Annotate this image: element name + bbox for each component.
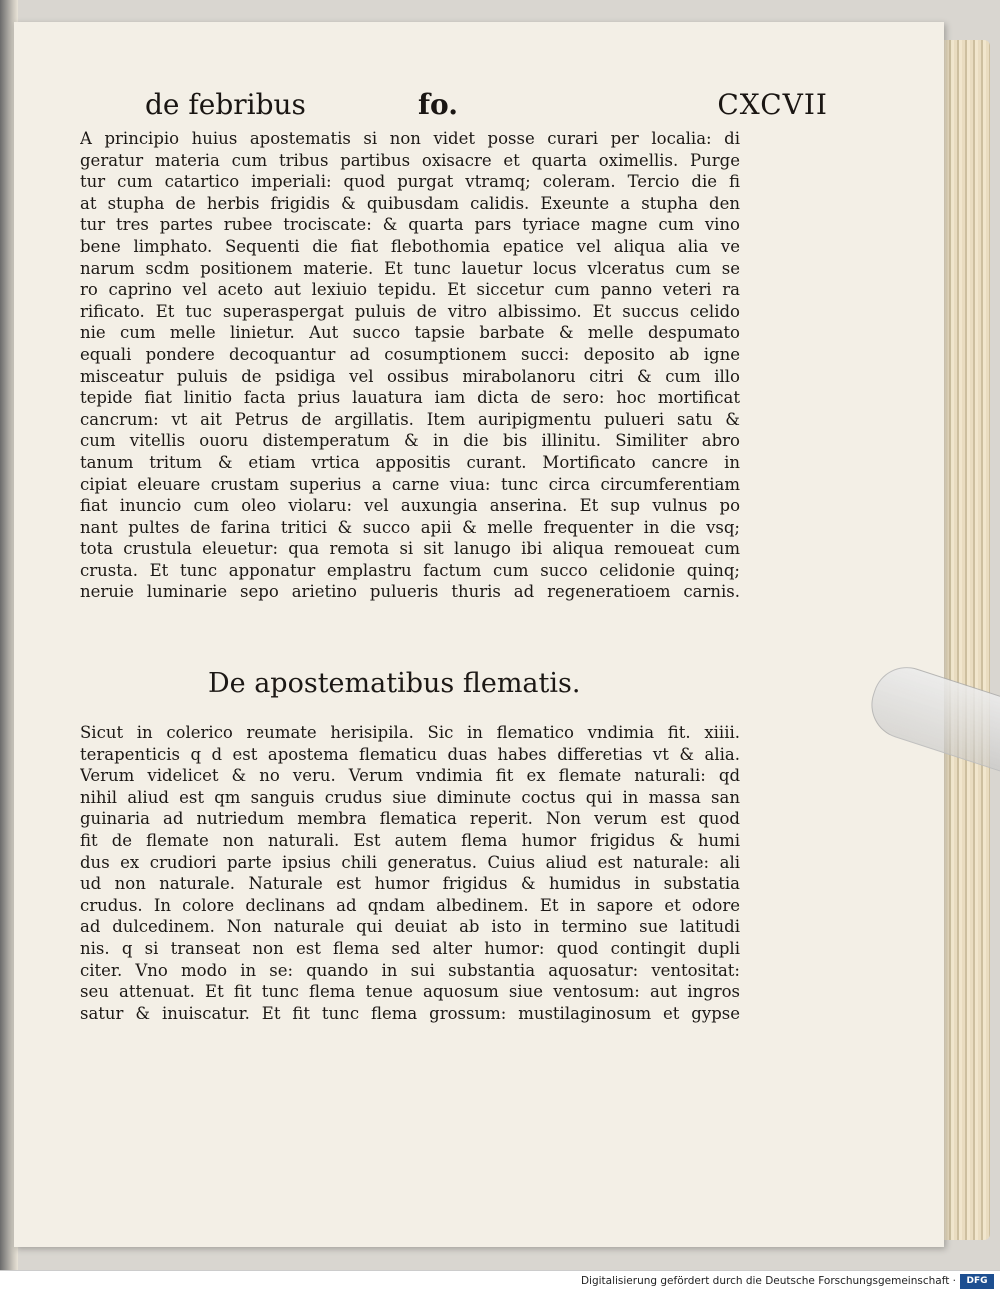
text-line: ud non naturale. Naturale est humor frigidus & humidus in substatia (80, 874, 740, 894)
text-line: crudus. In colore declinans ad qndam albedinem. Et in sapore et odore (80, 895, 740, 915)
text-line: ad dulcedinem. Non naturale qui deuiat ab isto in termino sue latitudi (80, 917, 740, 937)
text-line: bene limphato. Sequenti die fiat flebothomia epatice vel aliqua alia ve (80, 236, 740, 256)
text-line: nie cum melle linietur. Aut succo tapsie barbate & melle despumato (80, 323, 740, 343)
running-head-fo: fo. (418, 88, 458, 121)
text-line: Verum videlicet & no veru. Verum vndimia fit ex flemate naturali: qd (80, 766, 740, 786)
text-line: tanum tritum & etiam vrtica appositis curant. Mortificato cancre in (80, 452, 740, 472)
text-line: satur & inuiscatur. Et fit tunc flema grossum: mustilaginosum et gypse (80, 1003, 740, 1023)
text-line: at stupha de herbis frigidis & quibusdam calidis. Exeunte a stupha den (80, 193, 740, 213)
text-line: seu attenuat. Et fit tunc flema tenue aquosum siue ventosum: aut ingros (80, 982, 740, 1002)
text-line: Sicut in colerico reumate herisipila. Sic in flematico vndimia fit. xiiii. (80, 723, 740, 742)
text-line: narum scdm positionem materie. Et tunc lauetur locus vlceratus cum se (80, 258, 740, 278)
text-line: terapenticis q d est apostema flematicu duas habes differetias vt & alia. (80, 744, 740, 764)
text-line: nihil aliud est qm sanguis crudus siue diminute coctus qui in massa san (80, 787, 740, 807)
text-line: fiat inuncio cum oleo violaru: vel auxungia anserina. Et sup vulnus po (80, 496, 740, 516)
section-heading: De apostematibus flematis. (208, 668, 581, 699)
text-line: cum vitellis ouoru distemperatum & in die bis illinitu. Similiter abro (80, 431, 740, 451)
body-text-section-1 (80, 128, 740, 603)
text-line: neruie luminarie sepo arietino pulueris thuris ad regeneratioem carnis. (80, 582, 740, 602)
text-line: citer. Vno modo in se: quando in sui substantia aquosatur: ventositat: (80, 960, 740, 980)
text-line: misceatur puluis de psidiga vel ossibus mirabolanoru citri & cum illo (80, 366, 740, 386)
text-line: tur tres partes rubee trociscate: & quarta pars tyriace magne cum vino (80, 215, 740, 235)
body-text-section-2 (80, 722, 740, 1024)
text-line: nant pultes de farina tritici & succo apii & melle frequenter in die vsq; (80, 517, 740, 537)
text-line: geratur materia cum tribus partibus oxisacre et quarta oximellis. Purge (80, 150, 740, 170)
text-line: A principio huius apostematis si non videt posse curari per localia: di (80, 129, 740, 148)
running-head (145, 88, 828, 128)
text-line: nis. q si transeat non est flema sed alter humor: quod contingit dupli (80, 938, 740, 958)
text-line: ro caprino vel aceto aut lexiuio tepidu. Et siccetur cum panno veteri ra (80, 280, 740, 300)
text-line: cancrum: vt ait Petrus de argillatis. Item auripigmentu pulueri satu & (80, 409, 740, 429)
text-line: dus ex crudiori parte ipsius chili generatus. Cuius aliud est naturale: ali (80, 852, 740, 872)
folio-number: CXCVII (717, 88, 828, 121)
text-line: crusta. Et tunc apponatur emplastru factum cum succo celidonie quinq; (80, 560, 740, 580)
text-line: equali pondere decoquantur ad cosumptionem succi: deposito ab igne (80, 344, 740, 364)
running-head-title: de febribus (145, 88, 306, 121)
dfg-logo: DFG (960, 1274, 994, 1289)
text-line: guinaria ad nutriedum membra flematica reperit. Non verum est quod (80, 809, 740, 829)
text-line: cipiat eleuare crustam superius a carne viua: tunc circa circumferentiam (80, 474, 740, 494)
text-line: fit de flemate non naturali. Est autem flema humor frigidus & humi (80, 830, 740, 850)
footer-credit: Digitalisierung gefördert durch die Deutsche Forschungsgemeinschaft · (580, 1275, 956, 1287)
text-line: rificato. Et tuc superaspergat puluis de vitro albissimo. Et succus celido (80, 301, 740, 321)
text-line: tur cum catartico imperiali: quod purgat vtramq; coleram. Tercio die fi (80, 172, 740, 192)
digitization-footer (0, 1270, 1000, 1293)
text-line: tepide fiat linitio facta prius lauatura iam dicta de sero: hoc mortificat (80, 388, 740, 408)
text-line: tota crustula eleuetur: qua remota si sit lanugo ibi aliqua remoueat cum (80, 539, 740, 559)
